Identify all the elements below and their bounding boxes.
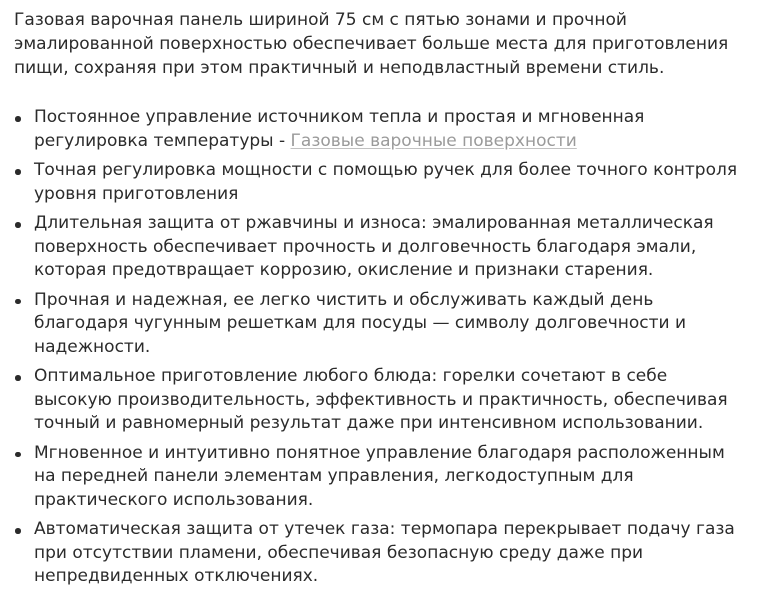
feature-list bbox=[14, 106, 747, 589]
feature-item bbox=[14, 159, 747, 206]
feature-text: Длительная защита от ржавчины и износа: эмалированная металлическая поверхность обеспечивает прочность и долговечность благодаря эмали, которая предотвращает коррозию, окисление и признаки старения. bbox=[34, 213, 714, 280]
feature-item bbox=[14, 212, 747, 283]
feature-item bbox=[14, 106, 747, 153]
bullet-icon bbox=[15, 299, 21, 305]
feature-item bbox=[14, 365, 747, 436]
feature-text: Мгновенное и интуитивно понятное управление благодаря расположенным на передней панели элементам управления, легкодоступным для практического использования. bbox=[34, 442, 725, 510]
feature-item bbox=[14, 442, 747, 513]
feature-text: Постоянное управление источником тепла и простая и мгновенная регулировка температуры - bbox=[34, 107, 645, 151]
feature-text: Автоматическая защита от утечек газа: термопара перекрывает подачу газа при отсутствии пламени, обеспечивая безопасную среду даже при непредвиденных отключениях. bbox=[34, 519, 735, 586]
gas-hobs-link[interactable]: Газовые варочные поверхности bbox=[290, 130, 577, 151]
bullet-icon bbox=[15, 222, 21, 228]
bullet-icon bbox=[15, 116, 21, 122]
feature-text: Прочная и надежная, ее легко чистить и обслуживать каждый день благодаря чугунным решеткам для посуды — символу долговечности и надежности. bbox=[34, 289, 687, 357]
bullet-icon bbox=[15, 452, 21, 458]
bullet-icon bbox=[15, 528, 21, 534]
feature-item bbox=[14, 289, 747, 360]
feature-text: Оптимальное приготовление любого блюда: горелки сочетают в себе высокую производительность, эффективность и практичность, обеспечивая точный и равномерный результат даже при интенсивном использовании. bbox=[34, 366, 728, 433]
intro-paragraph: Газовая варочная панель шириной 75 см с пятью зонами и прочной эмалированной поверхностью обеспечивает больше места для приготовления пищи, сохраняя при этом практичный и неподвластный времени стиль. bbox=[14, 10, 729, 78]
feature-text: Точная регулировка мощности с помощью ручек для более точного контроля уровня приготовления bbox=[34, 160, 738, 204]
bullet-icon bbox=[15, 375, 21, 381]
feature-item bbox=[14, 518, 747, 589]
bullet-icon bbox=[15, 169, 21, 175]
